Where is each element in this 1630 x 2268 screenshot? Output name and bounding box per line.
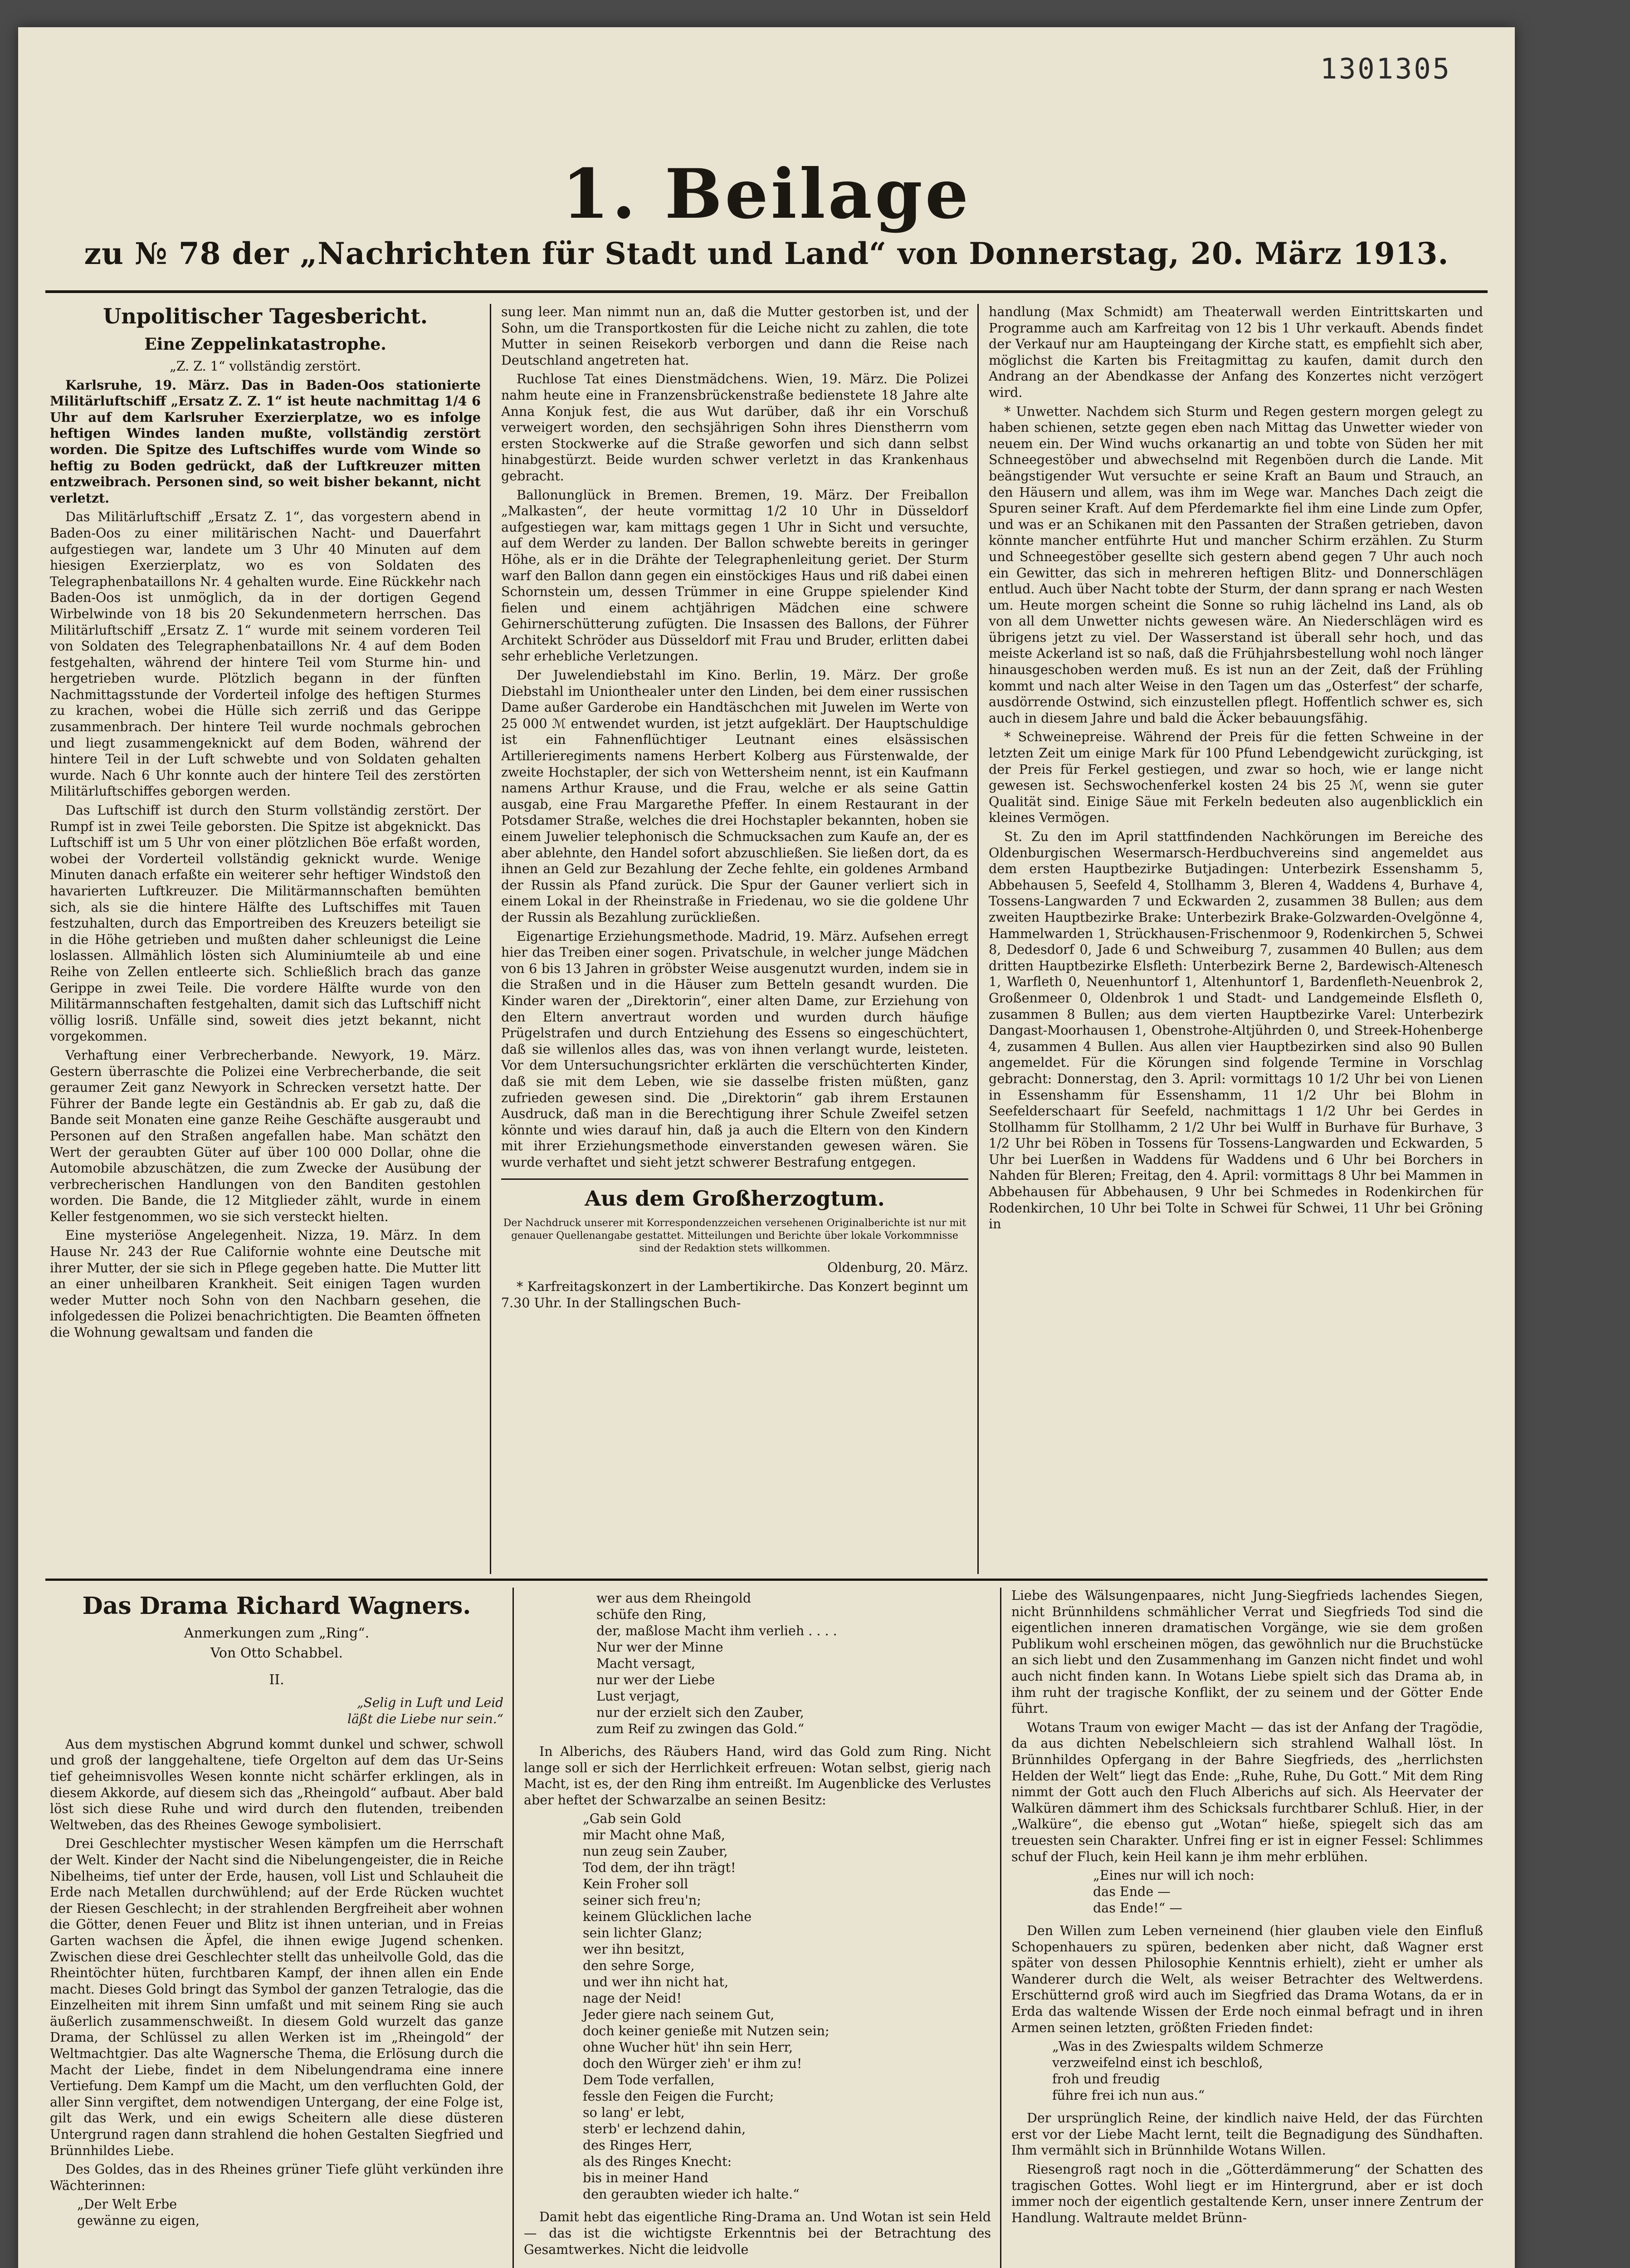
motto-line: läßt die Liebe nur sein.“	[347, 1711, 503, 1726]
column-rule	[512, 1588, 514, 2268]
verse-line: nur der erzielt sich den Zauber,	[596, 1705, 804, 1720]
article-paragraph: * Unwetter. Nachdem sich Sturm und Regen gestern morgen gelegt zu haben schienen, setzte gegen eben nach Mittag das Unwetter wieder von neuem ein. Der Wind wuchs orkanartig an und tobte von Süden her mit Schneegestöber und abwechselnd mit Regenböen durch die Lande. Mit beängstigender Wut versuchte er seine Kraft an Baum und Strauch, an den Häusern und allem, was ihm im Wege war. Manches Dach zeigt die Spuren seiner Kraft. Auf dem Pferdemarkte fiel ihm eine Linde zum Opfer, und was er an Schikanen mit den Passanten der Straßen getrieben, davon könnte mancher entführte Hut und mancher Schirm erzählen. Zu Sturm und Schneegestöber gesellte sich gestern abend gegen 7 Uhr auch noch ein Gewitter, das sich in mehreren heftigen Blitz- und Donnerschlägen entlud. Auch über Nacht tobte der Sturm, der dann sprang er nach Westen um. Heute morgen scheint die Sonne so ruhig lächelnd ins Land, als ob von all dem Unwetter nichts gewesen wäre. An Niederschlägen wird es übrigens jetzt zu viel. Der Wasserstand ist überall sehr hoch, und das meiste Ackerland ist so naß, daß die Frühjahrsbestellung wohl noch länger hinausgeschoben werden muß. Es ist nun an der Zeit, daß der Frühling kommt und nach alter Weise in den Tagen um das „Osterfest“ der scharfe, ausdörrende Ostwind, sich einzustellen pflegt. Hoffentlich schwer es, sich auch in diesem Jahre und bald die Äcker bebauungsfähig.	[989, 404, 1483, 726]
verse-line: „Eines nur will ich noch:	[1093, 1868, 1254, 1883]
section-divider	[501, 1178, 968, 1180]
article-paragraph: * Karfreitagskonzert in der Lambertikirche. Das Konzert beginnt um 7.30 Uhr. In der Stallingschen Buch-	[501, 1279, 968, 1310]
verse-line: als des Ringes Knecht:	[583, 2154, 732, 2170]
verse-line: wer ihn besitzt,	[583, 1942, 685, 1957]
verse-line: Lust verjagt,	[596, 1689, 680, 1704]
verse-line: gewänne zu eigen,	[77, 2213, 200, 2229]
feuilleton-rule	[45, 1579, 1488, 1581]
verse-line: führe frei ich nun aus.“	[1052, 2088, 1205, 2103]
newspaper-page	[18, 27, 1515, 2268]
verse-line: Tod dem, der ihn trägt!	[583, 1860, 736, 1876]
verse	[77, 2196, 503, 2229]
feuilleton-paragraph: Liebe des Wälsungenpaares, nicht Jung-Siegfrieds lachendes Siegen, nicht Brünnhildens schmählicher Verrat und Siegfrieds Tod sind die eigentlichen inneren dramatischen Vorgänge, wie sie dem großen Publikum wohl erscheinen mögen, das gewöhnlich nur die Bruchstücke an sich liebt und den Zusammenhang im Ganzen nicht findet und wohl auch nicht finden kann. In Wotans Liebe spielt sich das Drama ab, in ihm ruht der tragische Konflikt, der zu seinem und der Götter Ende führt.	[1011, 1588, 1483, 1716]
feuilleton-paragraph: In Alberichs, des Räubers Hand, wird das Gold zum Ring. Nicht lange soll er sich der Herrlichkeit erfreuen: Wotan selbst, gierig nach Macht, ist es, der den Ring ihm entreißt. Im Augenblicke des Verlustes aber heftet der Schwarzalbe an seinen Besitz:	[524, 1744, 991, 1808]
feuilleton-column-3	[1011, 1588, 1483, 2268]
verse-line: nage der Neid!	[583, 1991, 682, 2006]
verse-line: doch keiner genieße mit Nutzen sein;	[583, 2024, 830, 2039]
feuilleton-title: Das Drama Richard Wagners.	[82, 1592, 471, 1620]
verse-line: Jeder giere nach seinem Gut,	[583, 2007, 775, 2023]
verse-line: schüfe den Ring,	[596, 1607, 707, 1622]
article-paragraph: Eigenartige Erziehungsmethode. Madrid, 19. März. Aufsehen erregt hier das Treiben einer sogen. Privatschule, in welcher junge Mädchen von 6 bis 13 Jahren in gröbster Weise ausgenutzt wurden, indem sie in die Straßen und in die Häuser zum Betteln gesandt wurden. Die Kinder waren der „Direktorin“, einer alten Dame, zur Erziehung von den Eltern anvertraut worden und wurden durch häufige Prügelstrafen und durch Entziehung des Essens so eingeschüchtert, daß sie willenlos alles das, was von ihnen verlangt wurde, leisteten. Vor dem Untersuchungsrichter erklärten die verschüchterten Kinder, daß sie mit dem Leben, wie sie dasselbe fristen müßten, ganz zufrieden gewesen sind. Die „Direktorin“ gab ihrem Erstaunen Ausdruck, daß man in die Berechtigung ihrer Schule Zweifel setzen könnte und wies darauf hin, daß ja auch die Eltern von den Kindern mit ihrer Erziehungsmethode einverstanden gewesen wären. Sie wurde verhaftet und sieht jetzt schwerer Bestrafung entgegen.	[501, 929, 968, 1170]
verse-line: froh und freudig	[1052, 2072, 1160, 2087]
article-paragraph: Eine mysteriöse Angelegenheit. Nizza, 19. März. In dem Hause Nr. 243 der Rue Californie wohnte eine Deutsche mit ihrer Mutter, der sie sich in Pflege gegeben hatte. Die Mutter litt an einer unheilbaren Krankheit. Seit einigen Tagen wurden weder Mutter noch Sohn von den Nachbarn gesehen, die infolgedessen die Polizei benachrichtigten. Die Beamten öffneten die Wohnung gewaltsam und fanden die	[50, 1228, 481, 1340]
verse-line: nur wer der Liebe	[596, 1672, 715, 1687]
verse-line: Nur wer der Minne	[596, 1640, 723, 1655]
article-paragraph: Das Luftschiff ist durch den Sturm vollständig zerstört. Der Rumpf ist in zwei Teile geborsten. Die Spitze ist abgeknickt. Das Luftschiff ist um 5 Uhr von einer plötzlichen Böe erfaßt worden, wobei der Vorderteil vollständig geknickt wurde. Wenige Minuten danach erfaßte ein weiterer sehr heftiger Windstoß den havarierten Luftkreuzer. Die Militärmannschaften bemühten sich, als sie die hintere Hälfte des Luftschiffes mit Tauen festzuhalten, durch das Emportreiben des Kreuzers beteiligt sie in die Höhe getrieben und mußten daher schleunigst die Leine loslassen. Allmählich lösten sich Aluminiumteile ab und eine Reihe von Zellen entleerte sich. Schließlich brach das ganze Gerippe in zwei Teile. Die vordere Hälfte wurde von den Militärmannschaften festgehalten, damit sich das Luftschiff nicht völlig losriß. Unfälle sind, soweit dies jetzt bekannt, nicht vorgekommen.	[50, 803, 481, 1044]
verse-line: der, maßlose Macht ihm verlieh . . . .	[596, 1623, 837, 1638]
article-paragraph: * Schweinepreise. Während der Preis für die fetten Schweine in der letzten Zeit um einige Mark für 100 Pfund Lebendgewicht zurückging, ist der Preis für Ferkel gestiegen, und zwar so hoch, wie er lange nicht gewesen ist. Sechswochenferkel kosten 24 bis 25 ℳ, wenn sie guter Qualität sind. Einige Säue mit Ferkeln bedeuten also augenblicklich ein kleines Vermögen.	[989, 729, 1483, 826]
verse-line: verzweifelnd einst ich beschloß,	[1052, 2055, 1263, 2071]
column-rule	[490, 304, 491, 1574]
verse-line: bis in meiner Hand	[583, 2170, 708, 2186]
feuilleton-paragraph: Der ursprünglich Reine, der kindlich naive Held, der das Fürchten erst vor der Liebe Macht lernt, teilt die Begnadigung des Sündhaften. Ihm vermählt sich in Brünnhilde Wotans Willen.	[1011, 2111, 1483, 2158]
feuilleton-paragraph: Drei Geschlechter mystischer Wesen kämpfen um die Herrschaft der Welt. Kinder der Nacht sind die Nibelungengeister, die in Reiche Nibelheims, tief unter der Erde, hausen, voll List und Schlauheit die Erde nach Metallen durchwühlend; auf der Erde Rücken wuchtet der Riesen Geschlecht; in der strahlenden Bergfreiheit aber wohnen die Götter, denen Feuer und Blitz ist ihnen unterian, und in Freias Garten wachsen die Äpfel, die ihnen ewige Jugend schenken. Zwischen diese drei Geschlechter stellt das unheilvolle Gold, das die Rheintöchter hüten, furchtbaren Kampf, der ihnen allen ein Ende macht. Dieses Gold bringt das Symbol der ganzen Tetralogie, das die Einzelheiten mit ihrem Sinn umfaßt und mit seinem Ring sie auch äußerlich zusammenschweißt. In diesem Gold wurzelt das ganze Drama, der Schlüssel zu allen Werken ist im „Rheingold“ der Weltmachtgier. Das alte Wagnersche Thema, die Erlösung durch die Macht der Liebe, findet in dem Nibelungendrama eine innere Vertiefung. Dem Kampf um die Macht, um den verfluchten Gold, der aller Sinn vergiftet, dem notwendigen Untergang, der eine Folge ist, gilt das Werk, und ein ewigs Scheitern alle diese düsteren Untergrund ragen dann strahlend die hohen Gestalten Siegfried und Brünnhildes Liebe.	[50, 1836, 503, 2158]
verse-line: „Gab sein Gold	[583, 1811, 682, 1827]
verse-line: zum Reif zu zwingen das Gold.“	[596, 1721, 805, 1736]
verse-line: keinem Glücklichen lache	[583, 1909, 752, 1925]
feuilleton-paragraph: Aus dem mystischen Abgrund kommt dunkel und schwer, schwoll und groß der langgehaltene, tiefe Orgelton auf dem das Ur-Seins tief geheimnisvolles Wesen konnte nicht schärfer erklingen, als in diesem Akkorde, auf diesem sich das „Rheingold“ aufbaut. Aber bald löst sich diese Ruhe und wird durch den flutenden, treibenden Weltweben, das des Rheines Gewoge symbolisiert.	[50, 1736, 503, 1833]
column-3	[989, 304, 1483, 1569]
column-1	[50, 304, 481, 1569]
feuilleton-column-2	[524, 1588, 991, 2268]
feuilleton-paragraph: Den Willen zum Leben verneinend (hier glauben viele den Einfluß Schopenhauers zu spüren, bedenken aber nicht, daß Wagner erst später von dessen Philosophie Kenntnis erhielt), zieht er umher als Wanderer durch die Welt, als weiser Betrachter des Weltwerdens. Erschütternd groß wird auch im Siegfried das Drama Wotans, da er in Erda das waltende Wissen der Erde noch einmal befragt und in ihren Armen seinen letzten, größten Frieden findet:	[1011, 1923, 1483, 2035]
article-lead: Karlsruhe, 19. März. Das in Baden-Oos stationierte Militärluftschiff „Ersatz Z. Z. 1“ ist heute nachmittag 1/4 6 Uhr auf dem Karlsruher Exerzierplatze, wo es infolge heftigen Windes landen mußte, vollständig zerstört worden. Die Spitze des Luftschiffes wurde vom Winde so heftig zu Boden gedrückt, daß der Luftkreuzer mitten entzweibrach. Personen sind, so weit bisher bekannt, nicht verletzt.	[50, 377, 481, 506]
feuilleton-paragraph: Wotans Traum von ewiger Macht — das ist der Anfang der Tragödie, da aus dichten Nebelschleiern sich strahlend Walhall löst. In Brünnhildes Opfergang in der Bahre Siegfrieds, des „herrlichsten Helden der Welt“ liegt das Ende: „Ruhe, Ruhe, Du Gott.“ Mit dem Ring nimmt der Gott auch den Fluch Alberichs auf sich. Als Heervater der Walküren dämmert ihm des Schicksals furchtbarer Schluß. Hier, in der „Walküre“, die ebenso gut „Wotan“ hieße, spiegelt sich das am treuesten sein Charakter. Unfrei fing er ist in eigner Fessel: Schlimmes schuf der Fluch, kein Heil kann je ihm mehr erblühen.	[1011, 1720, 1483, 1864]
verse-line: nun zeug sein Zauber,	[583, 1844, 728, 1859]
part-number: II.	[269, 1672, 284, 1688]
verse-line: mir Macht ohne Maß,	[583, 1828, 725, 1843]
column-rule	[977, 304, 979, 1574]
article-paragraph: Der Juwelendiebstahl im Kino. Berlin, 19. März. Der große Diebstahl im Unionthealer unter den Linden, bei dem einer russischen Dame außer Garderobe ein Handtäschchen mit Juwelen im Werte von 25 000 ℳ entwendet wurden, ist jetzt aufgeklärt. Der Hauptschuldige ist ein Fahnenflüchtiger Leutnant eines elsässischen Artillerieregiments namens Herbert Kolberg aus Fürstenwalde, der zweite Hochstapler, der sich von Wettersheim nennt, ist ein Kaufmann namens Arthur Krause, und die Frau, welche er als seine Gattin ausgab, eine Frau Margarethe Pfeffer. In einem Restaurant in der Potsdamer Straße, welches die drei Hochstapler bekannten, hoben sie einem Juwelier telephonisch die Schmucksachen zum Kaufe an, der es aber ablehnte, den Handel sofort abzuschließen. Sie ließen dort, da es ihnen an Geld zur Bezahlung der Zeche fehlte, ein goldenes Armband der Russin als Pfand zurück. Die Spur der Gauner verliert sich in einem Lokal in der Rheinstraße in Friedenau, wo sie die goldene Uhr der Russin als Bezahlung zurückließen.	[501, 668, 968, 925]
masthead-subtitle: zu № 78 der „Nachrichten für Stadt und Land“ von Donnerstag, 20. März 1913.	[84, 236, 1449, 271]
article-heading: Eine Zeppelinkatastrophe.	[144, 335, 386, 354]
verse-line: Macht versagt,	[596, 1656, 695, 1671]
feuilleton-author: Von Otto Schabbel.	[210, 1645, 343, 1661]
verse-line: das Ende —	[1093, 1884, 1171, 1900]
verse-line: den geraubten wieder ich halte.“	[583, 2187, 800, 2202]
article-paragraph: Verhaftung einer Verbrecherbande. Newyork, 19. März. Gestern überraschte die Polizei eine Verbrecherbande, die seit geraumer Zeit ganz Newyork in Schrecken versetzt hatte. Der Führer der Bande legte ein Geständnis ab. Er gab zu, daß die Bande seit Monaten eine ganze Reihe Geschäfte ausgeraubt und Personen auf den Straßen angefallen habe. Man schätzt den Wert der geraubten Güter auf über 100 000 Dollar, ohne die Automobile abzuschätzen, die zum Zwecke der Ausübung der verbrecherischen Handlungen von den Banditen gestohlen worden. Die Bande, die 12 Mitglieder zählt, wurde in einem Keller festgenommen, wo sie sich versteckt hielten.	[50, 1047, 481, 1224]
verse-line: so lang' er lebt,	[583, 2105, 685, 2121]
verse-line: den sehre Sorge,	[583, 1958, 695, 1974]
article-paragraph: St. Zu den im April stattfindenden Nachkörungen im Bereiche des Oldenburgischen Wesermarsch-Herdbuchvereins sind angemeldet aus dem ersten Hauptbezirke Butjadingen: Unterbezirk Essenshamm 5, Abbehausen 5, Seefeld 4, Stollhamm 3, Bleren 4, Waddens 4, Burhave 4, Tossens-Langwarden 7 und Eckwarden 2, zusammen 38 Bullen; aus dem zweiten Hauptbezirke Brake: Unterbezirk Brake-Golzwarden-Ovelgönne 4, Hammelwarden 1, Strückhausen-Frischenmoor 9, Rodenkirchen 5, Schwei 8, Dedesdorf 0, Jade 6 und Schweiburg 7, zusammen 40 Bullen; aus dem dritten Hauptbezirke Elsfleth: Unterbezirk Berne 2, Bardewisch-Altenesch 1, Warfleth 0, Neuenhuntorf 1, Altenhuntorf 1, Bardenfleth-Neuenbrok 2, Großenmeer 0, Oldenbrok 1 und Stadt- und Landgemeinde Elsfleth 0, zusammen 8 Bullen; aus dem vierten Hauptbezirke Varel: Unterbezirk Dangast-Moorhausen 1, Obenstrohe-Altjührden 0, und Streek-Hohenberge 4, zusammen 4 Bullen. Aus allen vier Hauptbezirken sind also 90 Bullen angemeldet. Für die Körungen sind folgende Termine in Vorschlag gebracht: Donnerstag, den 3. April: vormittags 10 1/2 Uhr bei von Lienen in Essenshamm für Essenshamm, 11 1/2 Uhr bei Blohm in Seefelderschaart für Seefeld, nachmittags 1 1/2 Uhr bei Gerdes in Stollhamm für Stollhamm, 2 1/2 Uhr bei Wulff in Burhave für Burhave, 3 1/2 Uhr bei Röben in Tossens für Tossens-Langwarden und Eckwarden, 5 Uhr bei Luerßen in Waddens für Waddens und 6 Uhr bei Borchers in Nahden für Bleren; Freitag, den 4. April: vormittags 8 Uhr bei Mammen in Abbehausen für Abbehausen, 9 Uhr bei Schmedes in Rodenkirchen für Rodenkirchen, 10 Uhr bei Tolte in Schwei für Schwei, 11 Uhr bei Gröning in	[989, 829, 1483, 1232]
verse-line: Dem Tode verfallen,	[583, 2072, 715, 2088]
column-2	[501, 304, 968, 1569]
archive-number: 1301305	[1320, 52, 1451, 85]
verse-line: sein lichter Glanz;	[583, 1926, 703, 1941]
verse	[583, 1811, 991, 2203]
verse-line: Kein Froher soll	[583, 1877, 688, 1892]
verse	[1093, 1867, 1483, 1916]
section-heading: Unpolitischer Tagesbericht.	[103, 304, 428, 328]
verse-line: seiner sich freu'n;	[583, 1893, 701, 1908]
article-paragraph: Ballonunglück in Bremen. Bremen, 19. März. Der Freiballon „Malkasten“, der heute vormittag 1/2 10 Uhr in Düsseldorf aufgestiegen war, kam mittags gegen 1 Uhr in Sicht und versuchte, auf dem Werder zu landen. Der Ballon schwebte bereits in geringer Höhe, als er in die Drähte der Telegraphenleitung geriet. Der Sturm warf den Ballon dann gegen ein einstöckiges Haus und riß dabei einen Schornstein um, dessen Trümmer in eine Gruppe spielender Kind fielen und einem achtjährigen Mädchen eine schwere Gehirnerschütterung zufügten. Die Insassen des Ballons, der Führer Architekt Schröder aus Düsseldorf mit Frau und Bruder, erlitten dabei sehr erhebliche Verletzungen.	[501, 487, 968, 664]
section-heading: Aus dem Großherzogtum.	[585, 1186, 885, 1211]
feuilleton-column-1	[50, 1592, 503, 2268]
feuilleton-subtitle: Anmerkungen zum „Ring“.	[184, 1625, 370, 1641]
dateline: Oldenburg, 20. März.	[827, 1260, 968, 1276]
feuilleton-paragraph: Riesengroß ragt noch in die „Götterdämmerung“ der Schatten des tragischen Gottes. Wohl liegt er im Hintergrund, aber er ist doch immer noch der eigentlich gestaltende Kern, unser innere Zentrum der Handlung. Waltraute meldet Brünn-	[1011, 2162, 1483, 2225]
verse-line: „Der Welt Erbe	[77, 2197, 177, 2212]
verse-line: und wer ihn nicht hat,	[583, 1975, 729, 1990]
verse-line: fessle den Feigen die Furcht;	[583, 2089, 774, 2104]
verse-line: wer aus dem Rheingold	[596, 1591, 752, 1606]
verse-line: ohne Wucher hüt' ihn sein Herr,	[583, 2040, 793, 2055]
section-note: Der Nachdruck unserer mit Korrespondenzzeichen versehenen Originalberichte ist nur mit genauer Quellenangabe gestattet. Mitteilungen und Berichte über lokale Vorkommnisse sind der Redaktion stets willkommen.	[503, 1217, 966, 1255]
article-paragraph: handlung (Max Schmidt) am Theaterwall werden Eintrittskarten und Programme auch am Karfreitag von 12 bis 1 Uhr verkauft. Abends findet der Verkauf nur am Haupteingang der Kirche statt, es empfiehlt sich aber, möglichst die Karten bis Freitagmittag zu kaufen, damit durch den Andrang an der Abendkasse der Anfang des Konzertes nicht verzögert wird.	[989, 304, 1483, 400]
verse-line: doch den Würger zieh' er ihm zu!	[583, 2056, 802, 2072]
verse	[596, 1590, 991, 1737]
article-subline: „Z. Z. 1“ vollständig zerstört.	[170, 359, 361, 374]
verse-line: „Was in des Zwiespalts wildem Schmerze	[1052, 2039, 1323, 2054]
article-paragraph: Das Militärluftschiff „Ersatz Z. 1“, das vorgestern abend in Baden-Oos zu einer militärischen Nacht- und Dauerfahrt aufgestiegen war, landete um 3 Uhr 40 Minuten auf dem hiesigen Exerzierplatz, wo es von Soldaten des Telegraphenbataillons Nr. 4 gehalten wurde. Eine Rückkehr nach Baden-Oos ist unmöglich, da in der dortigen Gegend Wirbelwinde von 18 bis 20 Sekundenmetern herrschen. Das Militärluftschiff „Ersatz Z. 1“ wurde mit seinem vorderen Teil von Soldaten des Telegraphenbataillons Nr. 4 auf dem Boden festgehalten, während der hintere Teil vom Sturme hin- und hergetrieben wurde. Plötzlich begann in der fünften Nachmittagsstunde der Vorderteil infolge des heftigen Sturmes zu krachen, wobei die Hülle sich zerriß und das Gerippe zusammenbrach. Der hintere Teil wurde nochmals gebrochen und liegt zusammengeknickt auf dem Boden, während der hintere Teil in der Luft schwebte und von Soldaten gehalten wurde. Nach 6 Uhr konnte auch der hintere Teil des zerstörten Militärluftschiffes geborgen werden.	[50, 509, 481, 799]
article-paragraph: Ruchlose Tat eines Dienstmädchens. Wien, 19. März. Die Polizei nahm heute eine in Franzensbrückenstraße bedienstete 18 Jahre alte Anna Konjuk fest, die aus Wut darüber, daß ihr ein Vorschuß verweigert worden, den sechsjährigen Sohn ihres Dienstherrn vom ersten Stockwerke auf die Straße geworfen und sich dann selbst hinabgestürzt. Beide wurden schwer verletzt in das Krankenhaus gebracht.	[501, 371, 968, 484]
feuilleton-paragraph: Damit hebt das eigentliche Ring-Drama an. Und Wotan ist sein Held — das ist die wichtigste Erkenntnis bei der Betrachtung des Gesamtwerkes. Nicht die leidvolle	[524, 2209, 991, 2257]
verse-line: des Ringes Herr,	[583, 2138, 693, 2153]
motto-line: „Selig in Luft und Leid	[357, 1695, 503, 1710]
verse-line: das Ende!“ —	[1093, 1901, 1182, 1916]
column-rule	[1000, 1588, 1001, 2268]
verse	[1052, 2038, 1483, 2104]
header-rule	[45, 290, 1488, 293]
article-paragraph: sung leer. Man nimmt nun an, daß die Mutter gestorben ist, und der Sohn, um die Transportkosten für die Leiche nicht zu zahlen, die tote Mutter in seinen Reisekorb verborgen und dann die Reise nach Deutschland angetreten hat.	[501, 304, 968, 368]
masthead-title: 1. Beilage	[561, 154, 971, 234]
motto	[50, 1695, 503, 1727]
feuilleton-paragraph: Des Goldes, das in des Rheines grüner Tiefe glüht verkünden ihre Wächterinnen:	[50, 2162, 503, 2193]
verse-line: sterb' er lechzend dahin,	[583, 2121, 746, 2137]
